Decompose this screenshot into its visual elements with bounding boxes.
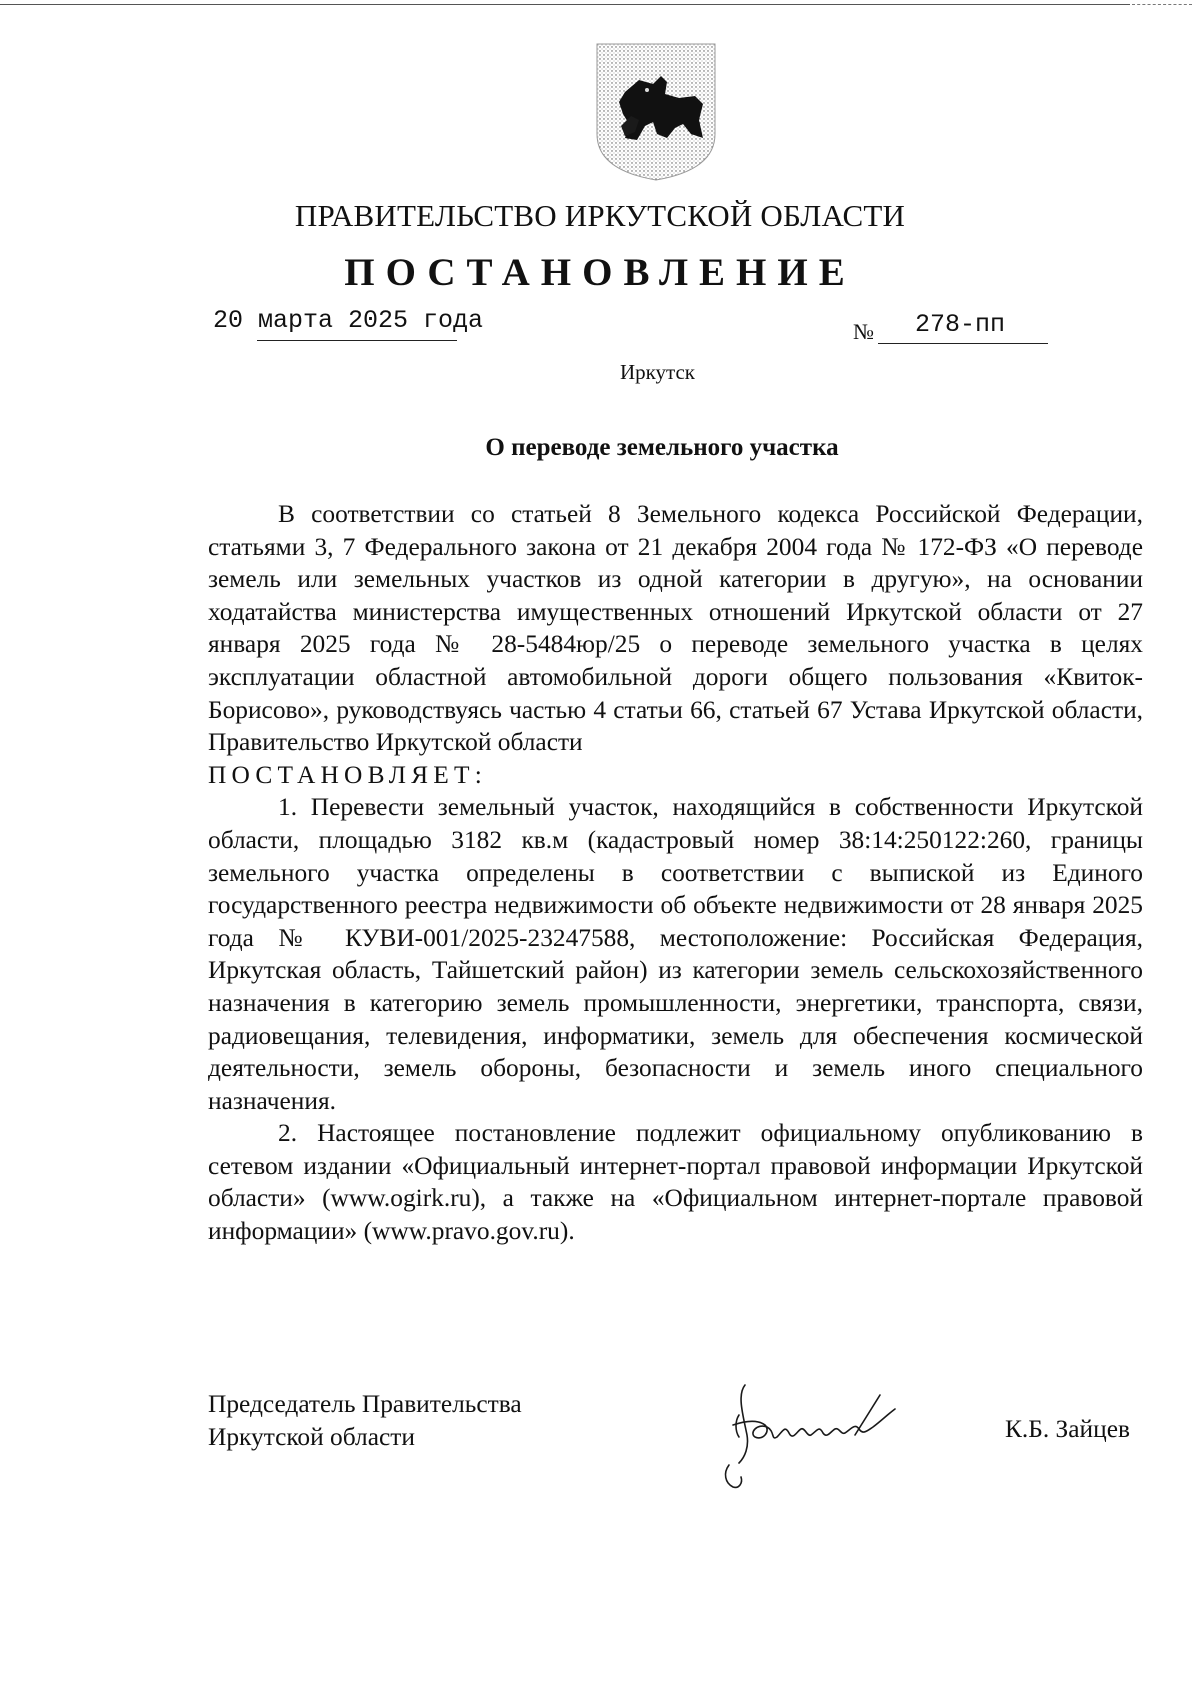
document-body <box>208 498 1143 1248</box>
coat-of-arms-icon <box>595 42 717 182</box>
number-sign: № <box>853 319 874 344</box>
signer-title-line-2: Иркутской области <box>208 1423 415 1451</box>
preamble-paragraph: В соответствии со статьей 8 Земельного кодекса Российской Федерации, статьями 3, 7 Федерального закона от 21 декабря 2004 года № 172-ФЗ «О переводе земель или земельных участков из одной категории в другую», на основании ходатайства министерства имущественных отношений Иркутской области от 27 января 2025 года № 28-5484юр/25 о переводе земельного участка в целях эксплуатации областной автомобильной дороги общего пользования «Квиток-Борисово», руководствуясь частью 4 статьи 66, статьей 67 Устава Иркутской области, Правительство Иркутской области <box>208 500 1143 757</box>
document-subject: О переводе земельного участка <box>485 434 839 461</box>
handwritten-signature-icon <box>705 1375 945 1495</box>
item-2-paragraph: 2. Настоящее постановление подлежит официальному опубликованию в сетевом издании «Официальный интернет-портал правовой информации Иркутской области» (www.ogirk.ru), а также на «Официальном интернет-портале правовой информации» (www.pravo.gov.ru). <box>208 1119 1143 1246</box>
document-type: ПОСТАНОВЛЕНИЕ <box>344 251 856 294</box>
top-border-line <box>0 4 1130 5</box>
date-underline <box>257 340 457 341</box>
resolves-heading: ПОСТАНОВЛЯЕТ: <box>208 760 487 789</box>
top-border-dash <box>1132 4 1192 5</box>
signer-name: К.Б. Зайцев <box>1005 1415 1130 1443</box>
document-date: 20 марта 2025 года <box>213 306 484 335</box>
item-1-paragraph: 1. Перевести земельный участок, находящийся в собственности Иркутской области, площадью 3182 кв.м (кадастровый номер 38:14:250122:260, границы земельного участка определены в соответствии с выпиской из Единого государственного реестра недвижимости об объекте недвижимости от 28 января 2025 года № КУВИ-001/2025-23247588, местоположение: Российская Федерация, Иркутская область, Тайшетский район) из категории земель сельскохозяйственного назначения в категорию земель промышленности, энергетики, транспорта, связи, радиовещания, телевидения, информатики, земель для обеспечения космической деятельности, земель обороны, безопасности и земель иного специального назначения. <box>208 793 1143 1115</box>
signer-title-line-1: Председатель Правительства <box>208 1390 522 1418</box>
organization-name: ПРАВИТЕЛЬСТВО ИРКУТСКОЙ ОБЛАСТИ <box>294 198 906 233</box>
number-underline <box>878 343 1048 344</box>
signer-title <box>208 1388 522 1454</box>
document-number: 278-пп <box>915 310 1006 339</box>
document-city: Иркутск <box>619 360 696 384</box>
